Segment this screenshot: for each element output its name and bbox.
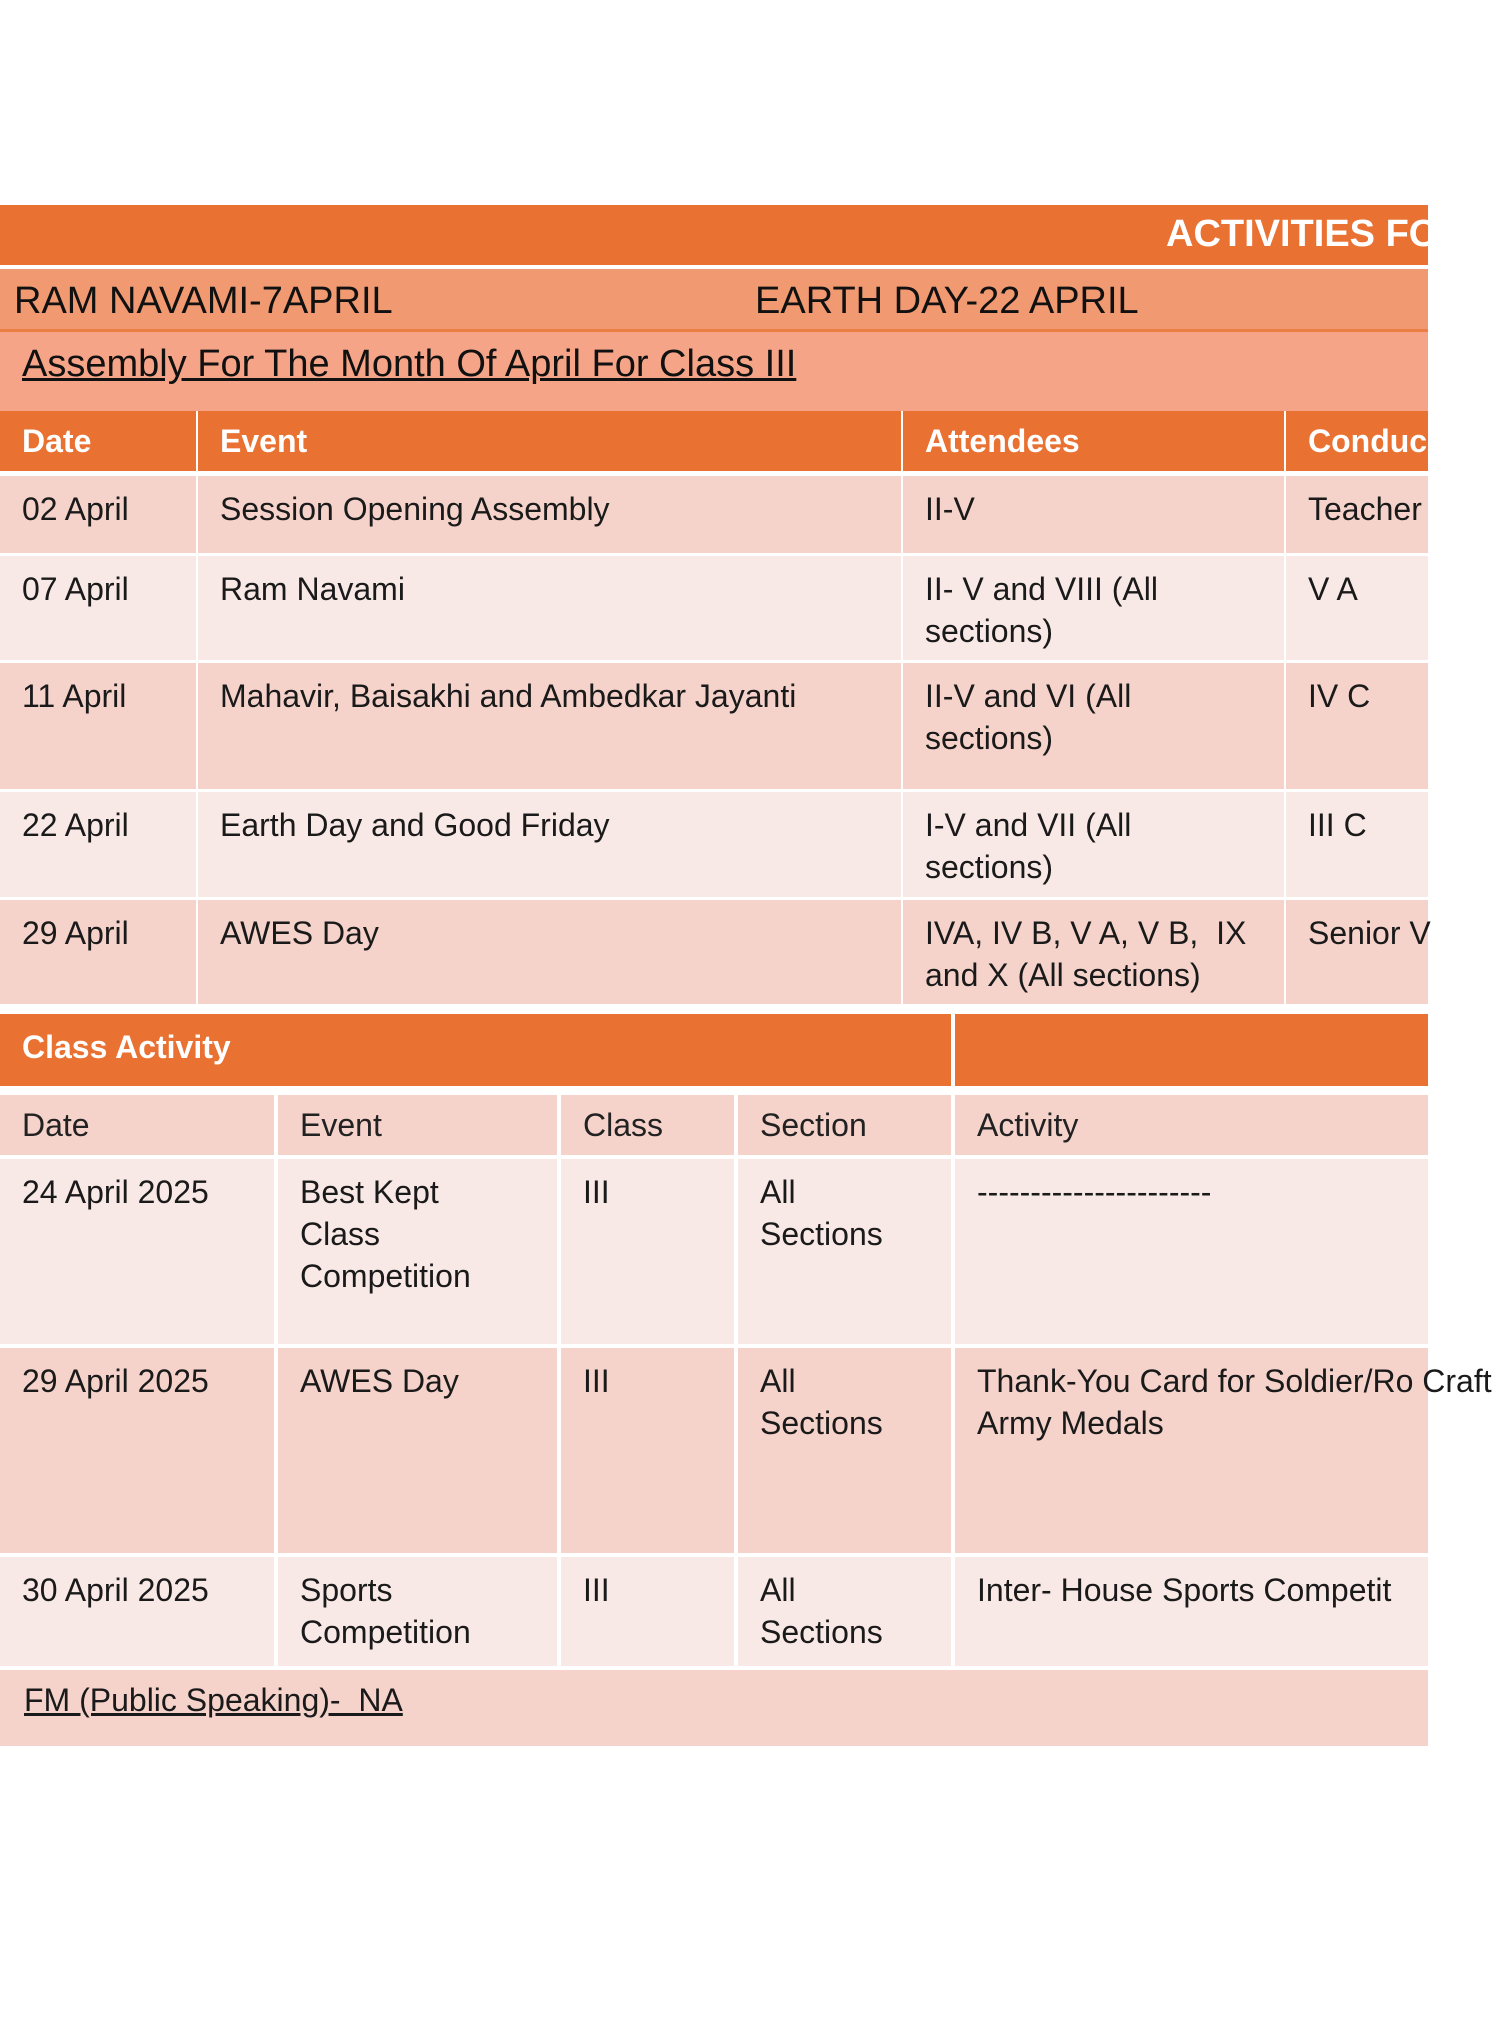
- assembly-row-3-date: 11 April: [0, 663, 196, 789]
- activity-row-2-section: All Sections: [738, 1348, 951, 1553]
- assembly-row-4-conducted-by: III C: [1286, 792, 1428, 897]
- activity-header-date: Date: [0, 1095, 274, 1155]
- activity-row-3-event: Sports Competition: [278, 1557, 557, 1666]
- assembly-row-3-event: Mahavir, Baisakhi and Ambedkar Jayanti: [198, 663, 901, 789]
- assembly-row-2-date: 07 April: [0, 556, 196, 660]
- activity-row-1-event: Best Kept Class Competition: [278, 1159, 557, 1344]
- activity-row-1-class: III: [561, 1159, 734, 1344]
- page-title: ACTIVITIES FO: [1166, 213, 1439, 255]
- assembly-row-2-attendees: II- V and VIII (All sections): [903, 556, 1284, 660]
- assembly-row-2-conducted-by: V A: [1286, 556, 1428, 660]
- fm-public-speaking: FM (Public Speaking)- NA: [24, 1682, 403, 1718]
- activity-header-section: Section: [738, 1095, 951, 1155]
- class-activity-title-extension: [955, 1014, 1428, 1086]
- assembly-title: Assembly For The Month Of April For Class III: [22, 343, 797, 385]
- assembly-row-5-date: 29 April: [0, 900, 196, 1004]
- activity-row-2-activity-text: Thank-You Card for Soldier/Ro Craft Army Medals: [977, 1363, 1492, 1441]
- activity-row-3-date: 30 April 2025: [0, 1557, 274, 1666]
- activity-row-3-section: All Sections: [738, 1557, 951, 1666]
- activity-row-1-date: 24 April 2025: [0, 1159, 274, 1344]
- activity-row-1-activity: ----------------------: [955, 1159, 1428, 1344]
- activity-row-3-activity: Inter- House Sports Competit: [955, 1557, 1428, 1666]
- assembly-row-5-conducted-by: Senior V: [1286, 900, 1428, 1004]
- assembly-row-1-date: 02 April: [0, 476, 196, 553]
- assembly-row-5-attendees: IVA, IV B, V A, V B, IX and X (All sections): [903, 900, 1284, 1004]
- activity-row-3-class: III: [561, 1557, 734, 1666]
- activity-row-1-section: All Sections: [738, 1159, 951, 1344]
- activity-header-event: Event: [278, 1095, 557, 1155]
- activity-row-2-event: AWES Day: [278, 1348, 557, 1553]
- activity-row-2-class: III: [561, 1348, 734, 1553]
- assembly-header-date: Date: [0, 411, 196, 471]
- activity-header-activity: Activity: [955, 1095, 1428, 1155]
- assembly-header-conducted-by: Conduc: [1286, 411, 1428, 471]
- assembly-header-event: Event: [198, 411, 901, 471]
- festival-earth-day: EARTH DAY-22 APRIL: [755, 280, 1139, 322]
- activity-row-2-date: 29 April 2025: [0, 1348, 274, 1553]
- assembly-row-4-event: Earth Day and Good Friday: [198, 792, 901, 897]
- class-activity-title: Class Activity: [0, 1014, 951, 1086]
- assembly-row-1-attendees: II-V: [903, 476, 1284, 553]
- assembly-row-3-conducted-by: IV C: [1286, 663, 1428, 789]
- assembly-row-3-attendees: II-V and VI (All sections): [903, 663, 1284, 789]
- assembly-header-attendees: Attendees: [903, 411, 1284, 471]
- assembly-row-2-event: Ram Navami: [198, 556, 901, 660]
- assembly-row-4-date: 22 April: [0, 792, 196, 897]
- assembly-row-5-event: AWES Day: [198, 900, 901, 1004]
- assembly-row-1-conducted-by: Teacher: [1286, 476, 1428, 553]
- activity-row-2-activity: [955, 1348, 1492, 1553]
- activity-header-class: Class: [561, 1095, 734, 1155]
- festival-ram-navami: RAM NAVAMI-7APRIL: [14, 280, 393, 322]
- assembly-row-1-event: Session Opening Assembly: [198, 476, 901, 553]
- assembly-row-4-attendees: I-V and VII (All sections): [903, 792, 1284, 897]
